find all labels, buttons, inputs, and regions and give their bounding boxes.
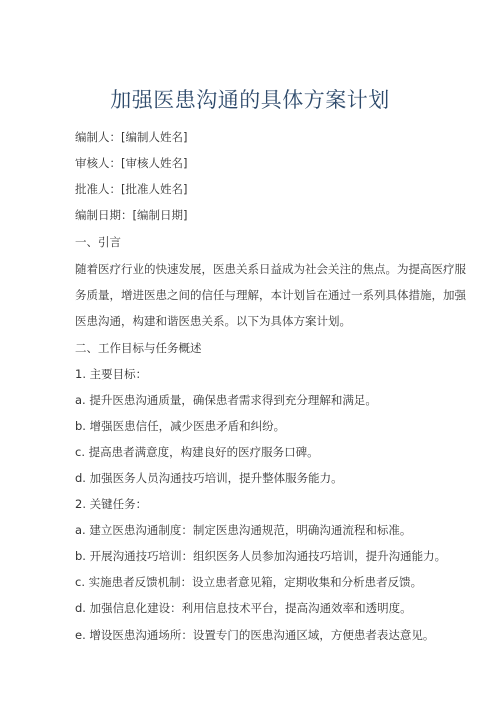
tasks-heading: 2. 关键任务： xyxy=(75,497,148,511)
intro-paragraph-line: 医患沟通，构建和谐医患关系。以下为具体方案计划。 xyxy=(75,314,351,328)
task-item: c. 实施患者反馈机制：设立患者意见箱，定期收集和分析患者反馈。 xyxy=(75,575,423,589)
task-item: b. 开展沟通技巧培训：组织医务人员参加沟通技巧培训，提升沟通能力。 xyxy=(75,549,447,563)
task-item: d. 加强信息化建设：利用信息技术平台，提高沟通效率和透明度。 xyxy=(75,601,412,615)
goals-heading: 1. 主要目标： xyxy=(75,367,148,381)
goal-item: a. 提升医患沟通质量，确保患者需求得到充分理解和满足。 xyxy=(75,393,377,407)
section-heading-goals-tasks: 二、工作目标与任务概述 xyxy=(75,341,202,355)
intro-paragraph-line: 务质量，增进医患之间的信任与理解，本计划旨在通过一系列具体措施，加强 xyxy=(75,288,466,302)
approver-line: 批准人：[批准人姓名] xyxy=(75,182,188,196)
goal-item: c. 提高患者满意度，构建良好的医疗服务口碑。 xyxy=(75,445,319,459)
goal-item: b. 增强医患信任，减少医患矛盾和纠纷。 xyxy=(75,419,286,433)
document-title: 加强医患沟通的具体方案计划 xyxy=(110,88,390,112)
intro-paragraph-line: 随着医疗行业的快速发展，医患关系日益成为社会关注的焦点。为提高医疗服 xyxy=(75,262,466,276)
date-line: 编制日期：[编制日期] xyxy=(75,208,188,222)
section-heading-intro: 一、引言 xyxy=(75,235,121,249)
task-item: a. 建立医患沟通制度：制定医患沟通规范，明确沟通流程和标准。 xyxy=(75,523,412,537)
reviewer-line: 审核人：[审核人姓名] xyxy=(75,156,188,170)
editor-line: 编制人：[编制人姓名] xyxy=(75,130,188,144)
goal-item: d. 加强医务人员沟通技巧培训，提升整体服务能力。 xyxy=(75,471,343,485)
task-item: e. 增设医患沟通场所：设置专门的医患沟通区域，方便患者表达意见。 xyxy=(75,628,435,642)
